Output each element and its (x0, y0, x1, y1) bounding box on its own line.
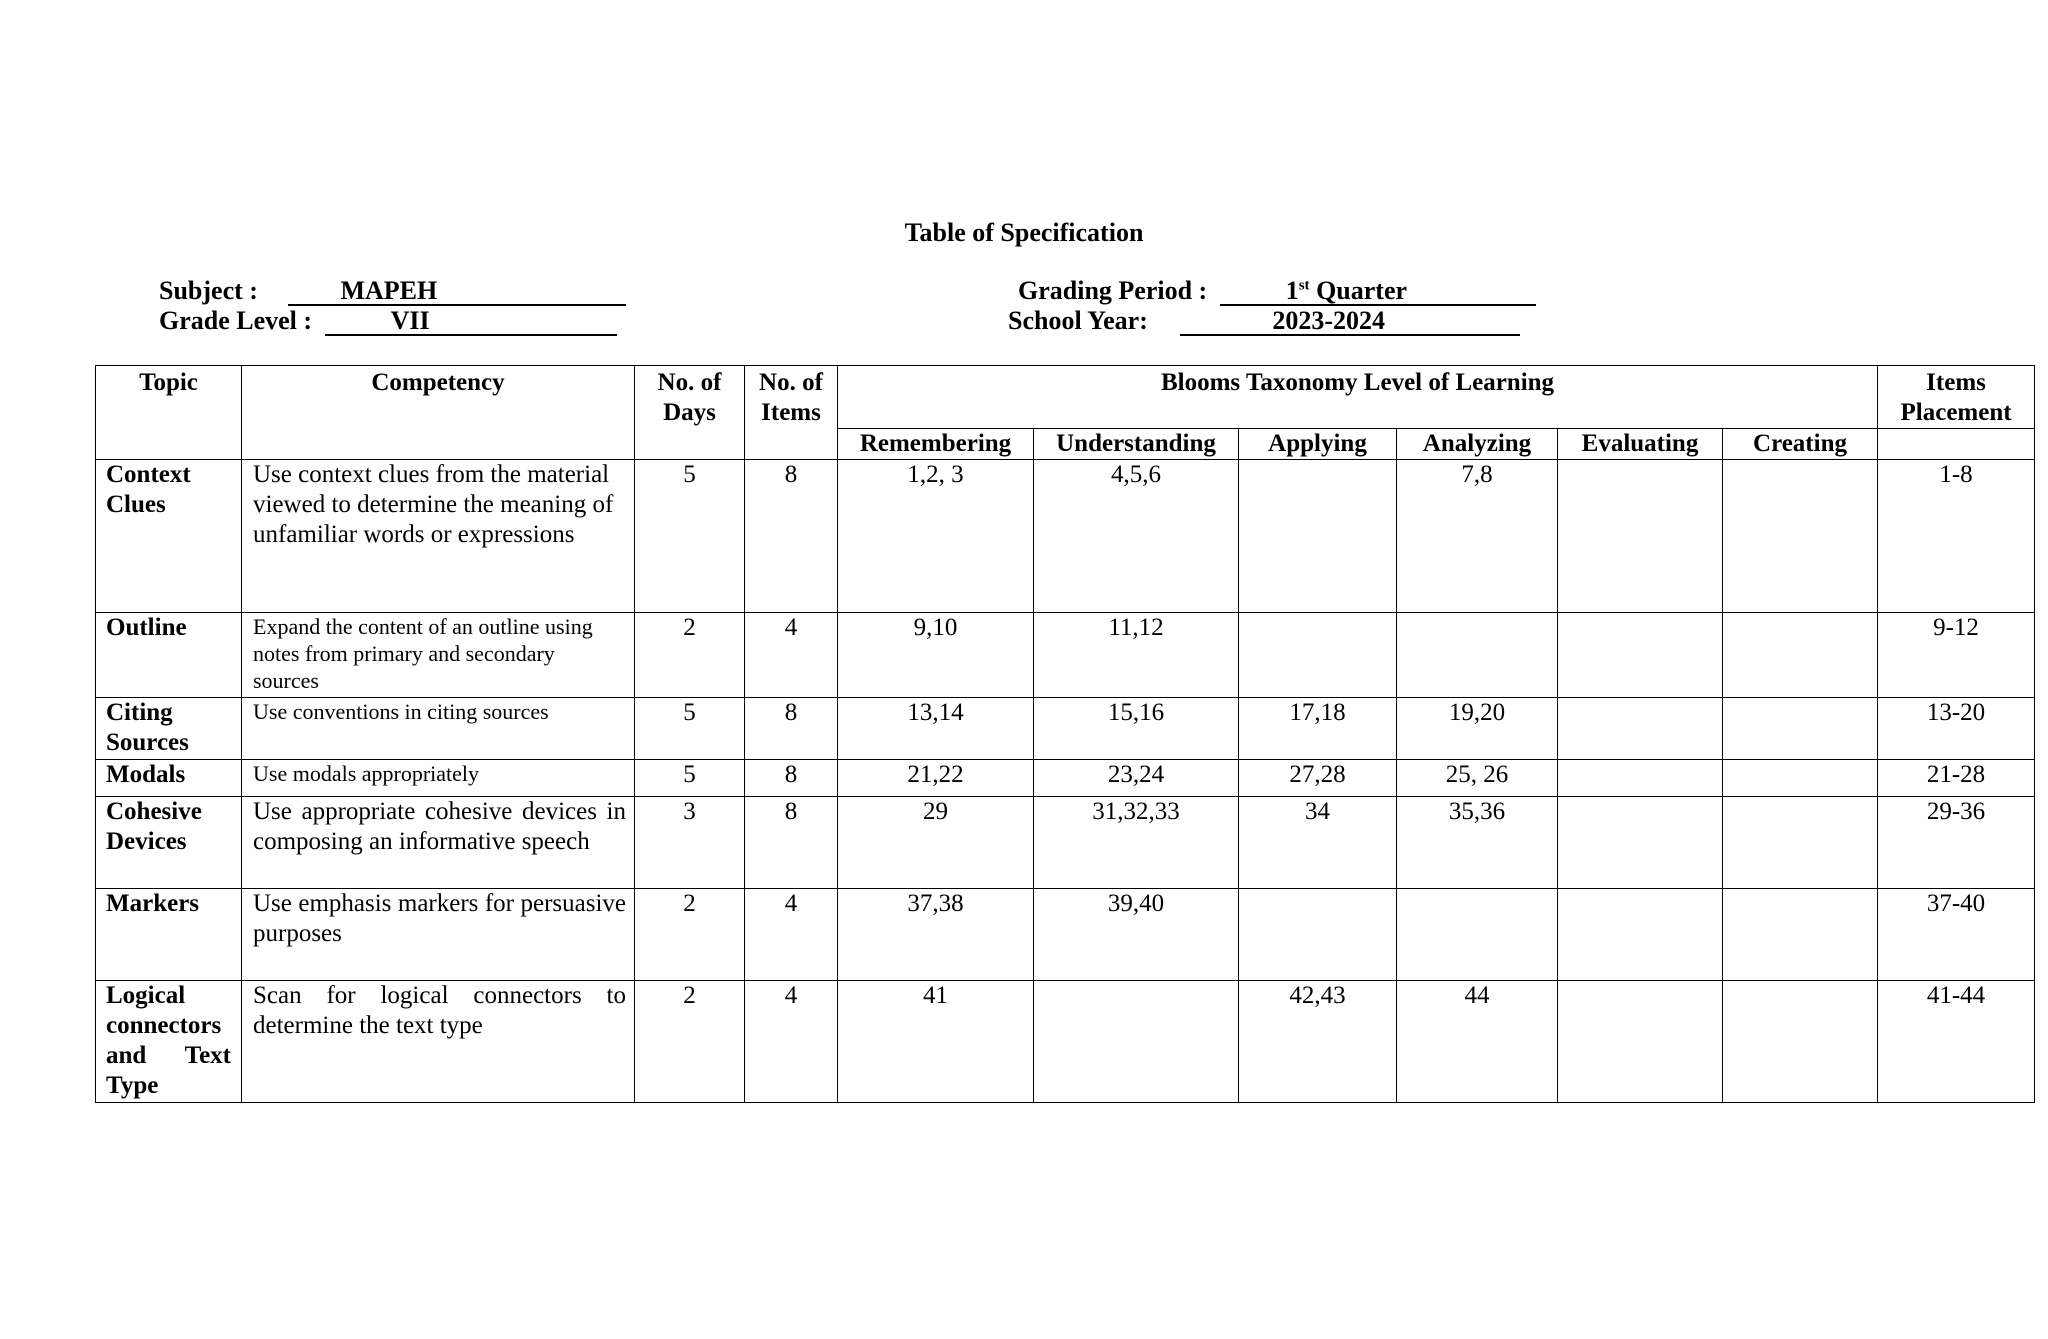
row-creating (1723, 760, 1878, 797)
row-days: 2 (635, 613, 745, 698)
table-row (96, 698, 2035, 760)
row-remembering: 41 (838, 981, 1034, 1103)
school-year-value: 2023-2024 (1180, 308, 1520, 336)
row-evaluating (1558, 698, 1723, 760)
row-understanding: 15,16 (1034, 698, 1239, 760)
row-understanding: 31,32,33 (1034, 797, 1239, 889)
row-items: 8 (745, 460, 838, 613)
row-placement: 41-44 (1878, 981, 2035, 1103)
header-evaluating: Evaluating (1558, 429, 1723, 460)
grading-period-text: Quarter (1309, 276, 1408, 305)
row-applying: 27,28 (1239, 760, 1397, 797)
row-evaluating (1558, 760, 1723, 797)
grade-level-line (159, 306, 617, 336)
subject-line (159, 276, 626, 306)
row-remembering: 29 (838, 797, 1034, 889)
row-applying: 34 (1239, 797, 1397, 889)
row-understanding: 4,5,6 (1034, 460, 1239, 613)
table-row (96, 889, 2035, 981)
row-creating (1723, 613, 1878, 698)
header-competency: Competency (242, 366, 635, 460)
row-analyzing: 19,20 (1397, 698, 1558, 760)
header-applying: Applying (1239, 429, 1397, 460)
row-creating (1723, 797, 1878, 889)
row-remembering: 9,10 (838, 613, 1034, 698)
row-creating (1723, 981, 1878, 1103)
row-analyzing: 35,36 (1397, 797, 1558, 889)
table-row (96, 460, 2035, 613)
row-remembering: 21,22 (838, 760, 1034, 797)
grade-level-value: VII (325, 308, 617, 336)
table-row (96, 797, 2035, 889)
row-evaluating (1558, 797, 1723, 889)
row-applying (1239, 613, 1397, 698)
row-items: 8 (745, 698, 838, 760)
row-evaluating (1558, 460, 1723, 613)
row-topic: Logical connectors and Text Type (96, 981, 242, 1103)
row-placement: 37-40 (1878, 889, 2035, 981)
row-items: 4 (745, 889, 838, 981)
row-remembering: 37,38 (838, 889, 1034, 981)
header-creating: Creating (1723, 429, 1878, 460)
school-year-line (1008, 306, 1520, 336)
row-creating (1723, 889, 1878, 981)
row-placement: 21-28 (1878, 760, 2035, 797)
row-understanding: 39,40 (1034, 889, 1239, 981)
row-days: 3 (635, 797, 745, 889)
header-items-placement: Items Placement (1878, 366, 2035, 429)
table-row (96, 760, 2035, 797)
row-competency: Use context clues from the material viewed to determine the meaning of unfamiliar words or expressions (242, 460, 635, 613)
row-days: 2 (635, 981, 745, 1103)
row-days: 2 (635, 889, 745, 981)
table-row (96, 613, 2035, 698)
header-analyzing: Analyzing (1397, 429, 1558, 460)
subject-label: Subject : (159, 276, 258, 305)
row-competency: Scan for logical connectors to determine the text type (242, 981, 635, 1103)
row-days: 5 (635, 460, 745, 613)
row-topic: Citing Sources (96, 698, 242, 760)
row-placement: 1-8 (1878, 460, 2035, 613)
header-understanding: Understanding (1034, 429, 1239, 460)
row-applying: 42,43 (1239, 981, 1397, 1103)
row-placement: 13-20 (1878, 698, 2035, 760)
row-topic: Outline (96, 613, 242, 698)
row-creating (1723, 460, 1878, 613)
document-title: Table of Specification (904, 218, 1144, 247)
row-applying: 17,18 (1239, 698, 1397, 760)
row-applying (1239, 889, 1397, 981)
row-evaluating (1558, 889, 1723, 981)
header-blooms-taxonomy: Blooms Taxonomy Level of Learning (838, 366, 1878, 429)
row-items: 8 (745, 797, 838, 889)
row-remembering: 1,2, 3 (838, 460, 1034, 613)
row-analyzing (1397, 889, 1558, 981)
row-days: 5 (635, 698, 745, 760)
grading-period-value (1220, 278, 1536, 306)
subject-value: MAPEH (288, 278, 626, 306)
table-row (96, 981, 2035, 1103)
header-remembering: Remembering (838, 429, 1034, 460)
grading-period-ordinal: st (1298, 277, 1310, 294)
grade-level-label: Grade Level : (159, 306, 313, 335)
row-topic: Modals (96, 760, 242, 797)
row-analyzing: 7,8 (1397, 460, 1558, 613)
row-items: 4 (745, 613, 838, 698)
row-understanding: 11,12 (1034, 613, 1239, 698)
row-competency: Expand the content of an outline using notes from primary and secondary sources (242, 613, 635, 698)
row-competency: Use modals appropriately (242, 760, 635, 797)
row-applying (1239, 460, 1397, 613)
row-understanding (1034, 981, 1239, 1103)
row-placement: 9-12 (1878, 613, 2035, 698)
row-creating (1723, 698, 1878, 760)
row-evaluating (1558, 981, 1723, 1103)
grading-period-label: Grading Period : (1018, 276, 1208, 305)
school-year-label: School Year: (1008, 306, 1148, 335)
header-days: No. of Days (635, 366, 745, 460)
row-remembering: 13,14 (838, 698, 1034, 760)
header-placement-blank (1878, 429, 2035, 460)
row-understanding: 23,24 (1034, 760, 1239, 797)
row-topic: Context Clues (96, 460, 242, 613)
row-analyzing (1397, 613, 1558, 698)
row-days: 5 (635, 760, 745, 797)
row-topic: Cohesive Devices (96, 797, 242, 889)
row-items: 4 (745, 981, 838, 1103)
header-items: No. of Items (745, 366, 838, 460)
row-topic: Markers (96, 889, 242, 981)
grading-period-number: 1 (1285, 276, 1299, 305)
row-evaluating (1558, 613, 1723, 698)
row-competency: Use conventions in citing sources (242, 698, 635, 760)
grading-period-line (1018, 276, 1536, 306)
row-items: 8 (745, 760, 838, 797)
row-placement: 29-36 (1878, 797, 2035, 889)
row-analyzing: 44 (1397, 981, 1558, 1103)
row-analyzing: 25, 26 (1397, 760, 1558, 797)
header-topic: Topic (96, 366, 242, 460)
row-competency: Use appropriate cohesive devices in composing an informative speech (242, 797, 635, 889)
row-competency: Use emphasis markers for persuasive purposes (242, 889, 635, 981)
specification-table (95, 365, 2035, 1103)
